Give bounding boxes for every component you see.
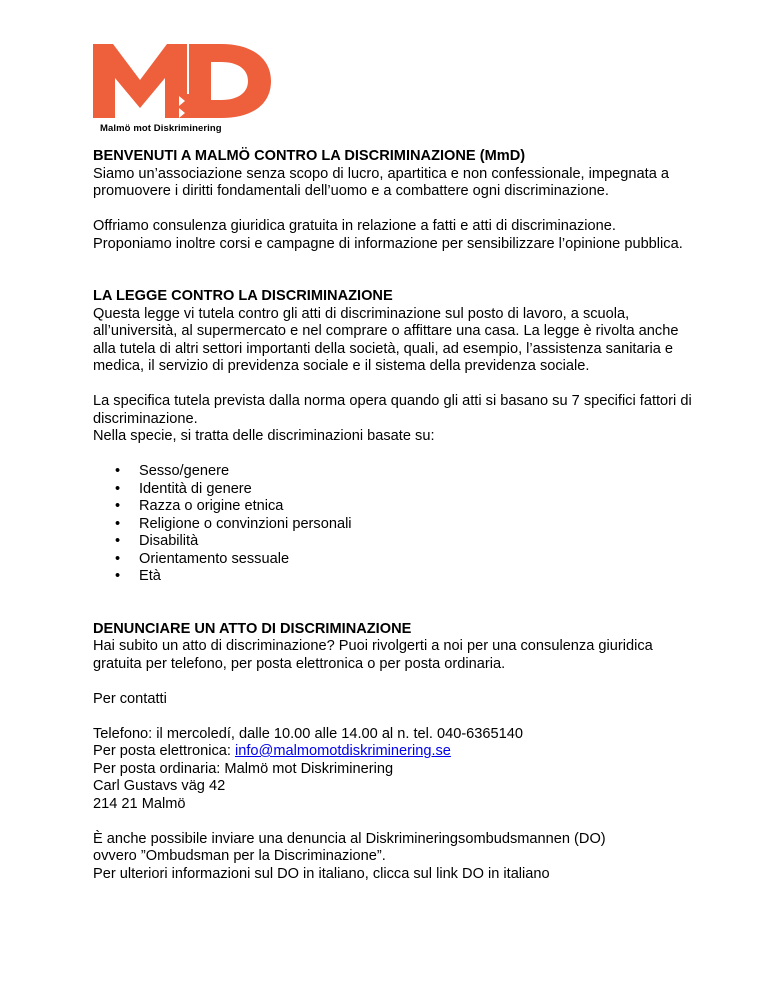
contacts-heading: Per contatti [93,690,167,707]
law-paragraph-2a: La specifica tutela prevista dalla norma opera quando gli atti si basano su 7 specifici fattori di discriminazione. [93,393,692,427]
report-title: DENUNCIARE UN ATTO DI DISCRIMINAZIONE [93,620,412,637]
list-item: • Disabilità [115,533,693,551]
do-paragraph-1a: È anche possibile inviare una denuncia al Diskrimineringsombudsmannen (DO) [93,830,606,847]
do-paragraph-1b: ovvero ”Ombudsman per la Discriminazione”. [93,848,386,864]
list-item: • Razza o origine etnica [115,498,693,516]
list-item: • Religione o convinzioni personali [115,516,693,534]
intro-paragraph-1: Siamo un’associazione senza scopo di lucro, apartitica e non confessionale, impegnata a promuovere i diritti fondamentali dell’uomo e a combattere ogni discriminazione. [93,165,669,199]
email-label: Per posta elettronica: [93,743,235,759]
logo-caption: Malmö mot Diskriminering [100,123,222,134]
mmd-logo [93,44,273,134]
law-title: LA LEGGE CONTRO LA DISCRIMINAZIONE [93,288,393,304]
email-link[interactable]: info@malmomotdiskriminering.se [234,743,451,759]
intro-paragraph-2: Offriamo consulenza giuridica gratuita in relazione a fatti e atti di discriminazione. Proponiamo inoltre corsi e campagne di informazione per sensibilizzare l’opinione pubblica. [93,218,683,252]
law-paragraph-1: Questa legge vi tutela contro gli atti di discriminazione sul posto di lavoro, a scuola, all’università, al supermercato e nel comprare o affittare una casa. La legge è rivolta anche alla tutela di altri settori importanti della società, quali, ad esempio, l’assistenza sanitaria e medica, il servizio di previdenza sociale e il sistema della previdenza sociale. [93,305,679,374]
phone-line: Telefono: il mercoledí, dalle 10.00 alle 14.00 al n. tel. 040-6365140 [93,725,524,742]
do-paragraph-2: Per ulteriori informazioni sul DO in italiano, clicca sul link DO in italiano [93,865,550,882]
list-item: • Orientamento sessuale [115,551,693,569]
city-line: 214 21 Malmö [93,795,186,812]
list-item: • Identità di genere [115,481,693,499]
intro-title: BENVENUTI A MALMÖ CONTRO LA DISCRIMINAZIONE (MmD) [93,148,526,164]
law-paragraph-2b: Nella specie, si tratta delle discriminazioni basate su: [93,428,435,444]
list-item: • Sesso/genere [115,463,693,481]
street-line: Carl Gustavs väg 42 [93,778,226,794]
list-item: • Età [115,568,693,586]
postal-line: Per posta ordinaria: Malmö mot Diskriminering [93,760,394,777]
document-body [93,148,693,883]
discrimination-grounds-list [93,463,693,586]
email-line [93,743,693,761]
report-paragraph-1: Hai subito un atto di discriminazione? Puoi rivolgerti a noi per una consulenza giuridica gratuita per telefono, per posta elettronica o per posta ordinaria. [93,638,653,672]
